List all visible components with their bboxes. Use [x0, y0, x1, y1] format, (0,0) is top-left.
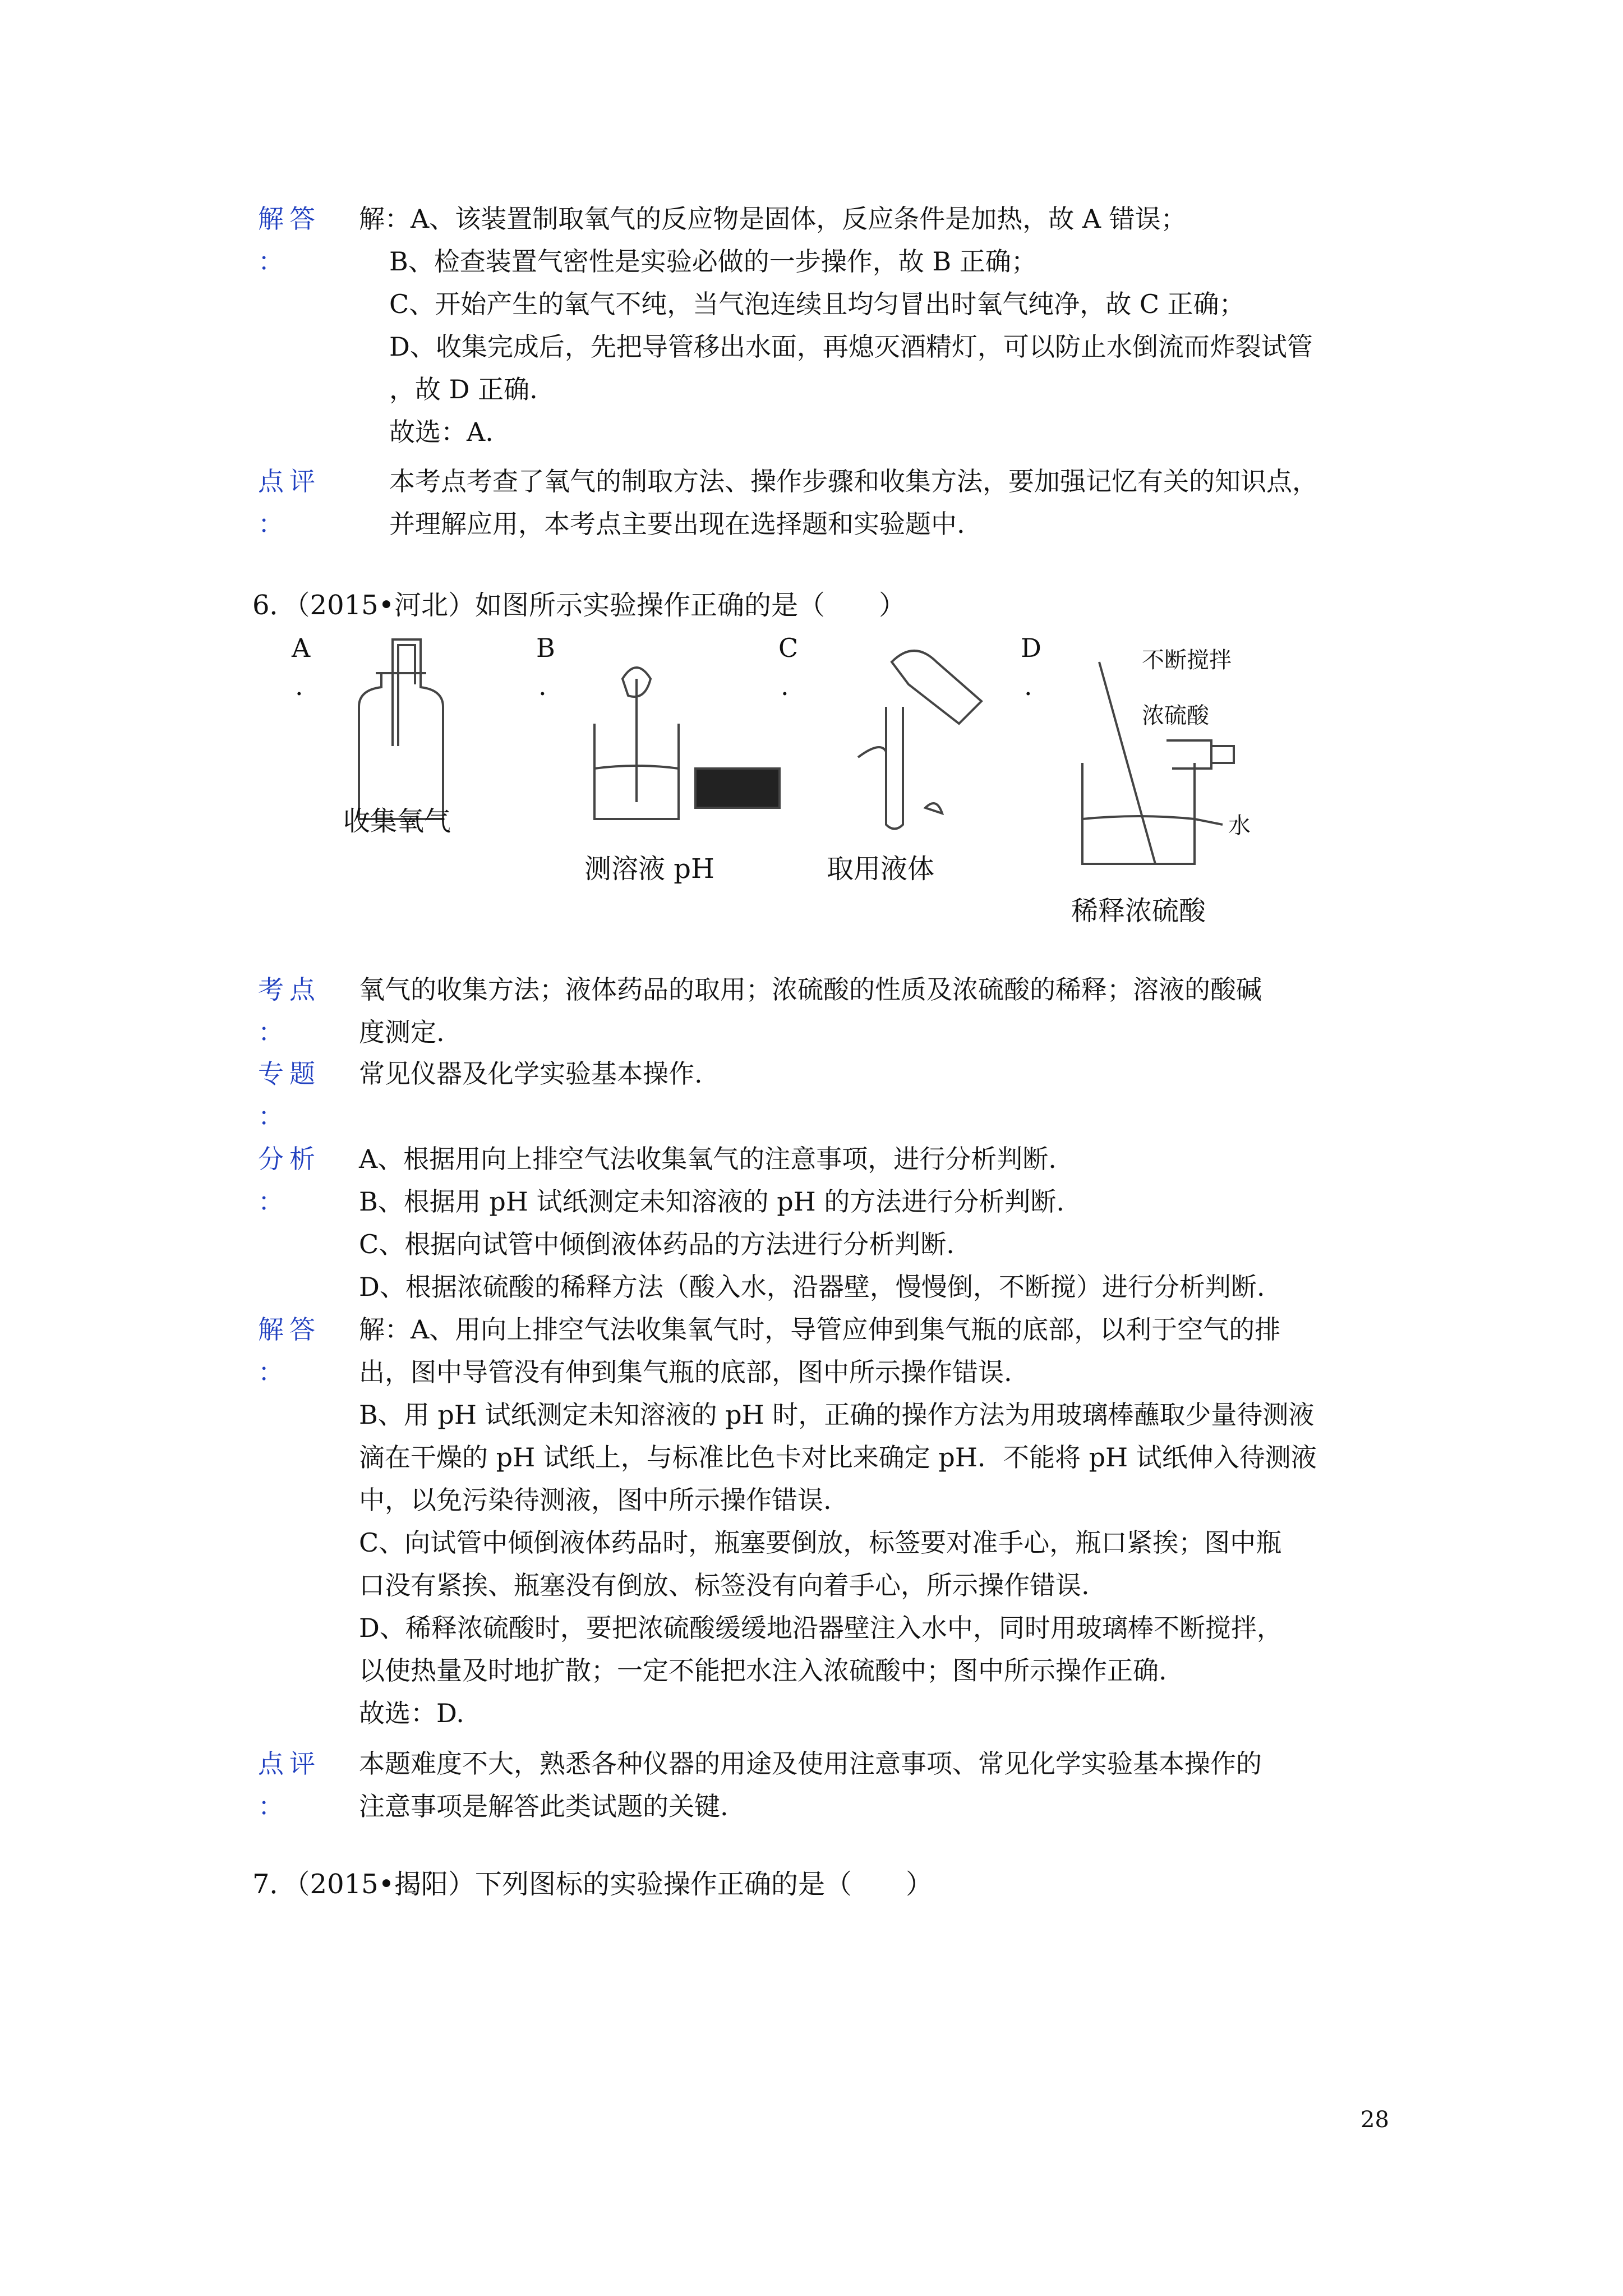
text-line: C、根据向试管中倾倒液体药品的方法进行分析判断.: [359, 1229, 955, 1259]
figure-d-acid-label: 浓硫酸: [1142, 703, 1209, 729]
text-line: 解：A、用向上排空气法收集氧气时，导管应伸到集气瓶的底部，以利于空气的排: [359, 1314, 1281, 1345]
option-b-caption: 测溶液 pH: [584, 853, 714, 885]
pour-liquid-figure: [824, 639, 993, 830]
label-colon: ：: [258, 1017, 289, 1047]
text-line: 以使热量及时地扩散；一定不能把水注入浓硫酸中；图中所示操作正确.: [359, 1655, 1167, 1686]
text-line: D、根据浓硫酸的稀释方法（酸入水，沿器壁，慢慢倒，不断搅）进行分析判断.: [359, 1272, 1265, 1302]
section-label: [258, 968, 336, 1053]
section-body: [359, 1308, 1385, 1734]
ph-test-figure: [583, 656, 785, 825]
section-label: [258, 197, 336, 283]
section-label: [258, 1308, 336, 1393]
section-body: [359, 1742, 1385, 1828]
text-line: 中，以免污染待测液，图中所示操作错误.: [359, 1485, 832, 1515]
text-line: 滴在干燥的 pH 试纸上，与标准比色卡对比来确定 pH．不能将 pH 试纸伸入待测液: [359, 1442, 1317, 1473]
label-text: 分析: [258, 1144, 321, 1174]
text-line: B、根据用 pH 试纸测定未知溶液的 pH 的方法进行分析判断.: [359, 1186, 1065, 1217]
page-number: 28: [1361, 2107, 1389, 2133]
option-a-dot: .: [295, 671, 303, 701]
figure-d-water-label: 水: [1228, 813, 1251, 839]
label-colon: ：: [258, 1791, 289, 1821]
option-c-letter: C: [778, 633, 799, 663]
text-line: 并理解应用，本考点主要出现在选择题和实验题中.: [389, 509, 965, 539]
label-colon: ：: [258, 1357, 289, 1387]
label-text: 解答: [258, 204, 321, 234]
option-a-caption: 收集氧气: [343, 806, 451, 837]
option-d-caption: 稀释浓硫酸: [1071, 895, 1206, 927]
label-colon: ：: [258, 246, 289, 277]
text-line: B、检查装置气密性是实验必做的一步操作，故 B 正确；: [389, 246, 1037, 277]
text-line: B、用 pH 试纸测定未知溶液的 pH 时，正确的操作方法为用玻璃棒蘸取少量待测液: [359, 1400, 1315, 1430]
text-line: 注意事项是解答此类试题的关键.: [359, 1791, 728, 1821]
section-label: [258, 1052, 336, 1138]
section-body: [359, 1138, 1385, 1308]
section-label: [258, 1742, 336, 1828]
label-text: 点评: [258, 466, 321, 496]
option-b-letter: B: [536, 633, 555, 663]
section-label: [258, 1138, 336, 1223]
label-text: 点评: [258, 1749, 321, 1779]
text-line: 本考点考查了氧气的制取方法、操作步骤和收集方法，要加强记忆有关的知识点，: [389, 466, 1318, 496]
section-body: [359, 1052, 1385, 1095]
option-c-dot: .: [781, 671, 789, 701]
text-line: A、根据用向上排空气法收集氧气的注意事项，进行分析判断.: [359, 1144, 1057, 1174]
section-body: [359, 968, 1385, 1053]
section-label: [258, 460, 336, 545]
option-a-letter: A: [292, 633, 311, 663]
section-body: [359, 197, 1385, 453]
text-line: 度测定.: [359, 1017, 445, 1047]
label-text: 考点: [258, 974, 321, 1005]
text-line: 出，图中导管没有伸到集气瓶的底部，图中所示操作错误.: [359, 1357, 1012, 1387]
gas-bottle-figure: [336, 634, 465, 825]
text-line: 氧气的收集方法；液体药品的取用；浓硫酸的性质及浓硫酸的稀释；溶液的酸碱: [359, 974, 1262, 1005]
option-d-letter: D: [1021, 633, 1041, 663]
label-colon: ：: [258, 1101, 289, 1131]
text-line: 故选：A.: [389, 417, 494, 447]
text-line: 故选：D.: [359, 1698, 464, 1728]
text-line: C、开始产生的氧气不纯，当气泡连续且均匀冒出时氧气纯净，故 C 正确；: [389, 289, 1245, 319]
figure-d-stir-label: 不断搅拌: [1142, 647, 1232, 673]
label-text: 解答: [258, 1314, 321, 1345]
text-line: ，故 D 正确.: [389, 374, 538, 404]
text-line: 口没有紧挨、瓶塞没有倒放、标签没有向着手心，所示操作错误.: [359, 1570, 1090, 1600]
option-c-caption: 取用液体: [827, 853, 935, 885]
text-line: 常见仪器及化学实验基本操作.: [359, 1059, 703, 1089]
text-line: D、收集完成后，先把导管移出水面，再熄灭酒精灯，可以防止水倒流而炸裂试管: [389, 332, 1313, 362]
label-colon: ：: [258, 509, 289, 539]
text-line: D、稀释浓硫酸时，要把浓硫酸缓缓地沿器壁注入水中，同时用玻璃棒不断搅拌，: [359, 1613, 1283, 1643]
question-7-stem: 7．（2015•揭阳）下列图标的实验操作正确的是（ ）: [252, 1869, 933, 1900]
question-6-stem: 6．（2015•河北）如图所示实验操作正确的是（ ）: [252, 590, 906, 621]
option-b-dot: .: [538, 671, 547, 701]
option-d-dot: .: [1024, 671, 1032, 701]
text-line: C、向试管中倾倒液体药品时，瓶塞要倒放，标签要对准手心，瓶口紧挨；图中瓶: [359, 1527, 1282, 1558]
label-colon: ：: [258, 1186, 289, 1217]
text-line: 本题难度不大，熟悉各种仪器的用途及使用注意事项、常见化学实验基本操作的: [359, 1749, 1262, 1779]
label-text: 专题: [258, 1059, 321, 1089]
section-body: [359, 460, 1385, 545]
text-line: 解：A、该装置制取氧气的反应物是固体，反应条件是加热，故 A 错误；: [359, 204, 1187, 234]
